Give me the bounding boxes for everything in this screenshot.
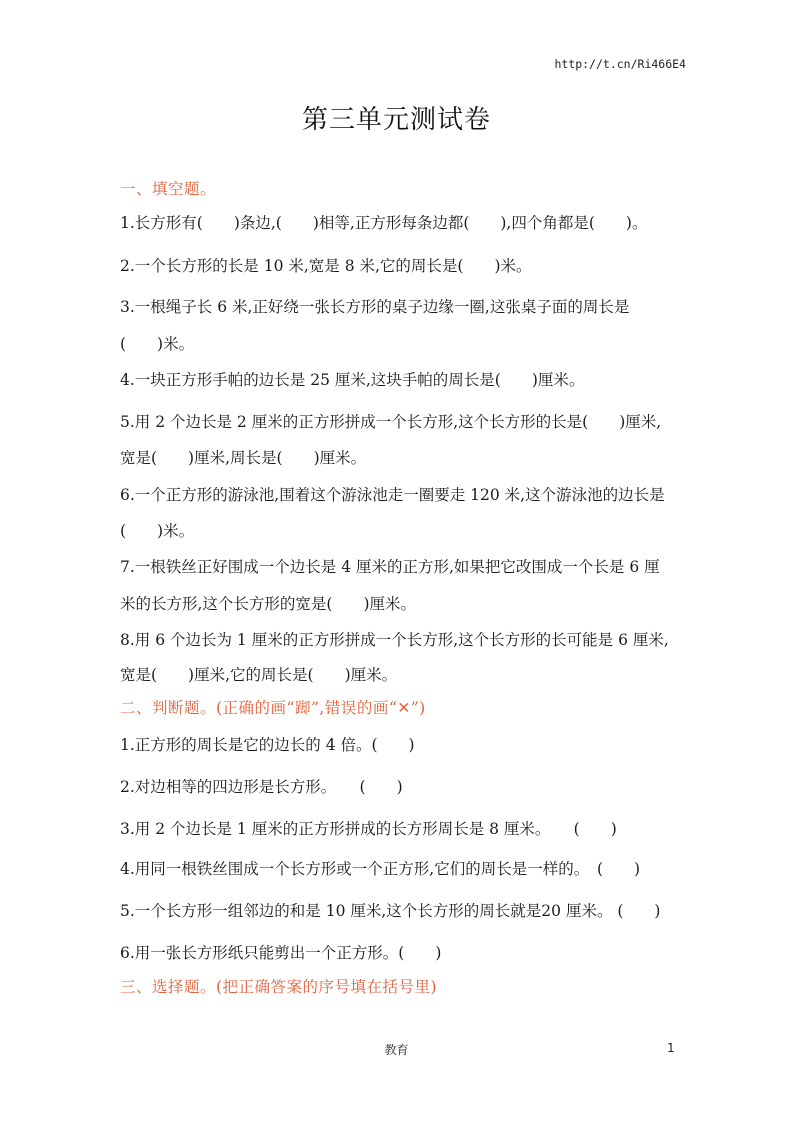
fill-question-7-line-2: 米的长方形,这个长方形的宽是( )厘米。 bbox=[120, 595, 417, 613]
fill-question-4: 4.一块正方形手帕的边长是 25 厘米,这块手帕的周长是( )厘米。 bbox=[120, 371, 585, 389]
judge-question-3: 3.用 2 个边长是 1 厘米的正方形拼成的长方形周长是 8 厘米。 ( ) bbox=[120, 820, 617, 838]
fill-question-1: 1.长方形有( )条边,( )相等,正方形每条边都( ),四个角都是( )。 bbox=[120, 214, 648, 232]
fill-question-6-line-1: 6.一个正方形的游泳池,围着这个游泳池走一圈要走 120 米,这个游泳池的边长是 bbox=[120, 486, 665, 504]
fill-question-8-line-2: 宽是( )厘米,它的周长是( )厘米。 bbox=[120, 666, 398, 684]
fill-question-5-line-2: 宽是( )厘米,周长是( )厘米。 bbox=[120, 449, 367, 467]
page-number: 1 bbox=[667, 1041, 675, 1055]
section-heading-true-false: 二、判断题。(正确的画“踋”,错误的画“✕”) bbox=[120, 699, 426, 717]
page-title: 第三单元测试卷 bbox=[301, 105, 491, 135]
section-heading-fill-blank: 一、填空题。 bbox=[120, 180, 217, 198]
fill-question-2: 2.一个长方形的长是 10 米,宽是 8 米,它的周长是( )米。 bbox=[120, 257, 532, 275]
fill-question-3-line-1: 3.一根绳子长 6 米,正好绕一张长方形的桌子边缘一圈,这张桌子面的周长是 bbox=[120, 298, 630, 316]
judge-question-5: 5.一个长方形一组邻边的和是 10 厘米,这个长方形的周长就是20 厘米。 ( ) bbox=[120, 902, 661, 920]
judge-question-4: 4.用同一根铁丝围成一个长方形或一个正方形,它们的周长是一样的。 ( ) bbox=[120, 860, 641, 878]
footer-text: 教育 bbox=[384, 1043, 409, 1057]
section-heading-multiple-choice: 三、选择题。(把正确答案的序号填在括号里) bbox=[120, 978, 438, 996]
judge-question-2: 2.对边相等的四边形是长方形。 ( ) bbox=[120, 778, 403, 796]
judge-question-1: 1.正方形的周长是它的边长的 4 倍。( ) bbox=[120, 736, 415, 754]
judge-question-6: 6.用一张长方形纸只能剪出一个正方形。( ) bbox=[120, 944, 442, 962]
source-url: http://t.cn/Ri466E4 bbox=[554, 57, 686, 71]
fill-question-7-line-1: 7.一根铁丝正好围成一个边长是 4 厘米的正方形,如果把它改围成一个长是 6 厘 bbox=[120, 558, 660, 576]
fill-question-6-line-2: ( )米。 bbox=[120, 522, 195, 540]
fill-question-3-line-2: ( )米。 bbox=[120, 335, 195, 353]
fill-question-8-line-1: 8.用 6 个边长为 1 厘米的正方形拼成一个长方形,这个长方形的长可能是 6 厘米, bbox=[120, 631, 669, 649]
fill-question-5-line-1: 5.用 2 个边长是 2 厘米的正方形拼成一个长方形,这个长方形的长是( )厘米, bbox=[120, 413, 662, 431]
